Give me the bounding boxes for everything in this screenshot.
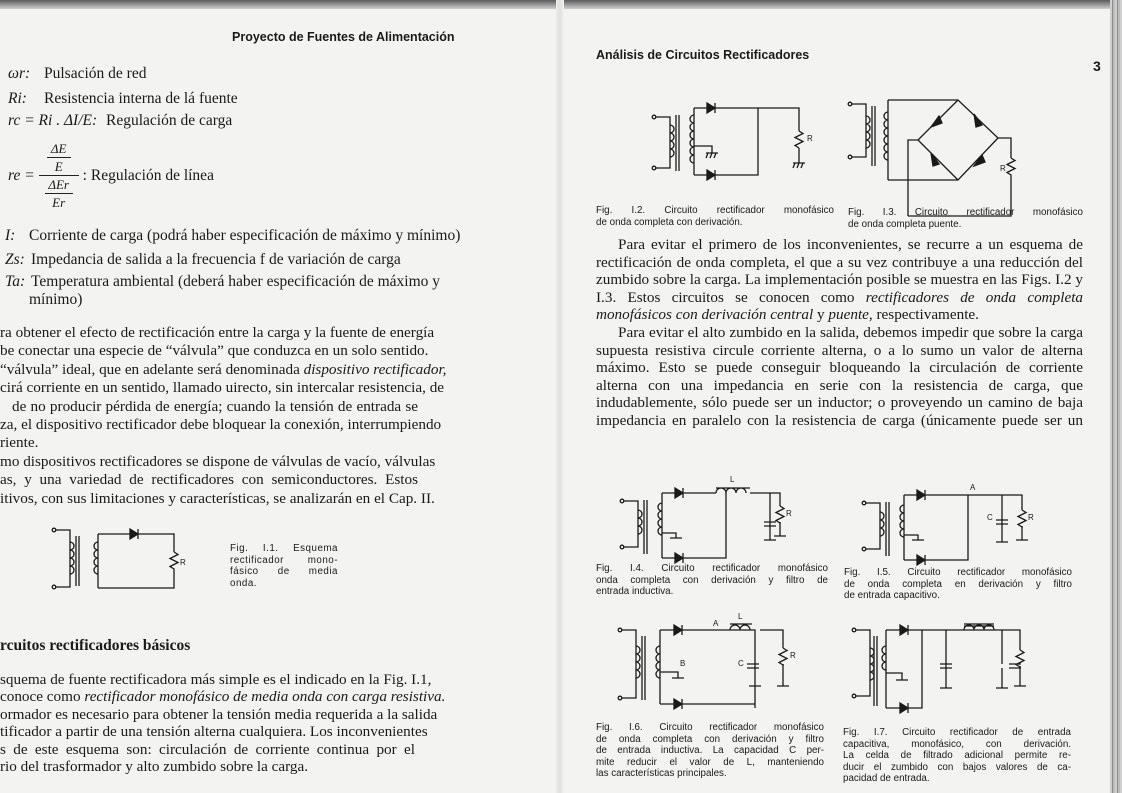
definition-text: : Regulación de línea [82,166,214,184]
label-r: R [1000,164,1006,173]
fig-1-5-circuit [862,483,1034,565]
text-line: rectificación de onda completa, el que a su vez contribuye a una reducción del [596,253,1083,271]
text-line: ra obtener el efecto de rectificación entre la carga y la fuente de energía [0,324,435,341]
caption-line: Fig. I.6. Circuito rectificador monofásico [596,722,824,733]
text-line: zumbido sobre la carga. La implementación posible se muestra en las Figs. I.2 y [596,271,1083,289]
caption-line: onda completa con derivación y filtro de [596,574,828,586]
definition-text: Temperatura ambiental (deberá haber especificación de máximo y [31,273,441,290]
caption-line: Fig. I.5. Circuito rectificador monofásico [844,567,1072,578]
definition-omega [8,65,146,83]
text-line: s de este esquema son: circulación de corriente continua por el [0,740,415,758]
text-line: impedancia en paralelo con la resistencia de carga (únicamente puede ser un [596,411,1083,429]
definition-symbol: rc = Ri . ΔI/E: [8,112,98,129]
caption-line: mite reducir el valor de L, manteniendo [596,756,824,768]
caption-line: de onda completa con derivación. [596,216,743,228]
text-line: cirá corriente en un sentido, llamado uirecto, sin intercalar resistencia, de [0,379,445,397]
definition-continuation: mínimo) [29,291,83,308]
fig-1-1-circuit [52,528,186,593]
caption-line: Fig. I.7. Circuito rectificador de entrada [843,727,1071,738]
caption-line: Fig. I.3. Circuito rectificador monofásico [848,207,1083,218]
text-line: rio del trasformador y alto zumbido sobre la carga. [0,757,309,775]
left-paragraph-3 [0,671,446,775]
section-heading: rcuitos rectificadores básicos [0,637,191,654]
fraction-den-bot: Er [52,195,66,210]
text-line: alterna con una impedancia en serie con la resistencia de carga, que [596,376,1083,394]
text-line [0,688,446,706]
left-running-head: Proyecto de Fuentes de Alimentación [232,30,455,44]
label-l: L [730,475,735,484]
label-r: R [790,651,796,660]
text-line: itivos, con sus limitaciones y características, se analizarán en el Cap. II. [0,489,435,507]
italic-term: monofásicos con derivación central [596,306,814,324]
text-segment: I.3. Estos circuitos se conocen como [596,288,855,306]
definition-re [8,140,214,211]
italic-term: rectificador monofásico de media onda con carga resistiva. [84,688,446,706]
caption-line: Fig. I.1. Esquema [230,543,338,554]
text-line: ormador es necesario para obtener la tensión media requerida a la salida [0,705,438,723]
definition-symbol: I: [5,227,16,244]
caption-line: onda. [230,577,258,589]
text-segment: conoce como [0,688,81,706]
fig-1-3-circuit [848,98,1006,198]
text-line [596,306,1083,324]
definition-rc [8,112,232,130]
caption-line: La celda de filtrado adicional permite re- [843,750,1071,761]
definition-i [5,227,460,245]
definition-symbol: ωr: [8,65,31,82]
label-c: C [987,513,993,522]
caption-line: ducir el zumbido con bajos valores de ca- [843,761,1071,773]
definition-text: Regulación de carga [106,112,233,129]
caption-line: las características principales. [596,768,727,779]
label-l: L [738,612,743,621]
text-line: de no producir pérdida de energía; cuando la tensión de entrada se [12,397,418,415]
text-line: Para evitar el alto zumbido en la salida, debemos impedir que sobre la carga [618,323,1083,341]
caption-line: entrada inductiva. [596,586,674,597]
text-segment: , respectivamente. [868,306,979,324]
italic-term: puente [828,306,869,324]
definition-symbol: Ri: [8,90,27,107]
fig-1-3-caption [848,207,1083,230]
definition-symbol: Zs: [5,251,25,268]
caption-line: de entrada inductiva. La capacidad C per- [596,745,824,756]
label-a: A [970,483,976,492]
definition-symbol: Ta: [5,273,26,290]
caption-line: de onda completa en derivación y filtro [844,578,1072,590]
caption-line: capacitiva, monofásico, con derivación. [843,738,1071,750]
text-line: máximo. Esto se puede conseguir bloqueando la circulación de corriente [596,359,1083,377]
definition-symbol: re = [8,166,35,184]
scan-right-edge [1110,0,1122,793]
fig-1-6-circuit [618,612,798,708]
fig-1-2-circuit [652,103,813,183]
book-gutter [556,0,564,793]
definition-text: Pulsación de red [44,65,147,82]
right-paragraphs [596,236,1083,430]
definition-text: Impedancia de salida a la frecuencia f de variación de carga [31,251,401,268]
label-b: B [680,659,686,668]
label-r: R [786,509,792,518]
text-segment: y [813,306,829,324]
fig-1-5-caption [844,567,1072,602]
left-paragraph-1 [0,324,447,508]
right-running-head: Análisis de Circuitos Rectificadores [596,48,810,62]
label-r: R [180,558,186,567]
text-line: riente. [0,434,39,452]
fig-1-7-caption [843,727,1071,785]
italic-term: rectificadores de onda completa [865,288,1084,306]
fig-1-6-caption [596,722,824,780]
label-c: C [738,659,744,668]
fraction [39,140,79,211]
fig-1-4-circuit [620,475,792,563]
text-line: supuesta resistiva circule corriente alterna, o a lo sumo un valor de alterna [596,341,1083,359]
fraction-num-bot: E [54,159,63,174]
caption-line: fásico de media [230,566,338,577]
text-segment: “válvula” ideal, que en adelante será denominada [0,360,300,378]
fig-1-1-caption [230,543,338,589]
text-line: be conectar una especie de “válvula” que conduzca en un solo sentido. [0,342,429,360]
fig-1-4-caption [596,563,828,598]
caption-line: Fig. I.4. Circuito rectificador monofásico [596,563,828,574]
caption-line: de onda completa puente. [848,218,962,230]
italic-term: dispositivo rectificador, [303,360,447,378]
label-a: A [713,619,719,628]
label-r: R [807,134,813,143]
text-line: Para evitar el primero de los inconvenientes, se recurre a un esquema de [618,236,1083,253]
page-number: 3 [1093,58,1101,74]
caption-line: rectificador mono- [230,554,338,566]
caption-line: de onda completa con derivación y filtro [596,733,824,745]
definition-ta [5,273,440,291]
caption-line: pacidad de entrada. [843,773,930,784]
text-line: indudablemente, sólo puede ser un inductor; o proveyendo un camino de baja [596,394,1083,412]
fig-1-2-caption [596,205,834,228]
label-r: R [1028,513,1034,522]
text-line [0,360,447,379]
definition-zs [5,251,401,269]
caption-line: de entrada capacitivo. [844,590,940,601]
text-line: za, el dispositivo rectificador debe bloquear la conexión, interrumpiendo [0,415,442,433]
text-line: as, y una variedad de rectificadores con semiconductores. Estos [0,471,418,489]
text-line: tificador a partir de una tensión alterna cualquiera. Los inconvenientes [0,723,428,741]
definition-text: Resistencia interna de lá fuente [44,90,238,107]
text-line [596,289,1083,307]
fig-1-7-circuit [842,628,1042,708]
caption-line: Fig. I.2. Circuito rectificador monofásico [596,205,834,216]
text-line: squema de fuente rectificadora más simple es el indicado en la Fig. I.1, [0,671,432,688]
fraction-num-top: ΔE [50,141,67,156]
fraction-den-top: ΔEr [48,177,69,192]
text-line: mo dispositivos rectificadores se dispone de válvulas de vacío, válvulas [0,452,436,470]
definition-ri [8,90,238,108]
definition-text: Corriente de carga (podrá haber especificación de máximo y mínimo) [29,227,461,244]
